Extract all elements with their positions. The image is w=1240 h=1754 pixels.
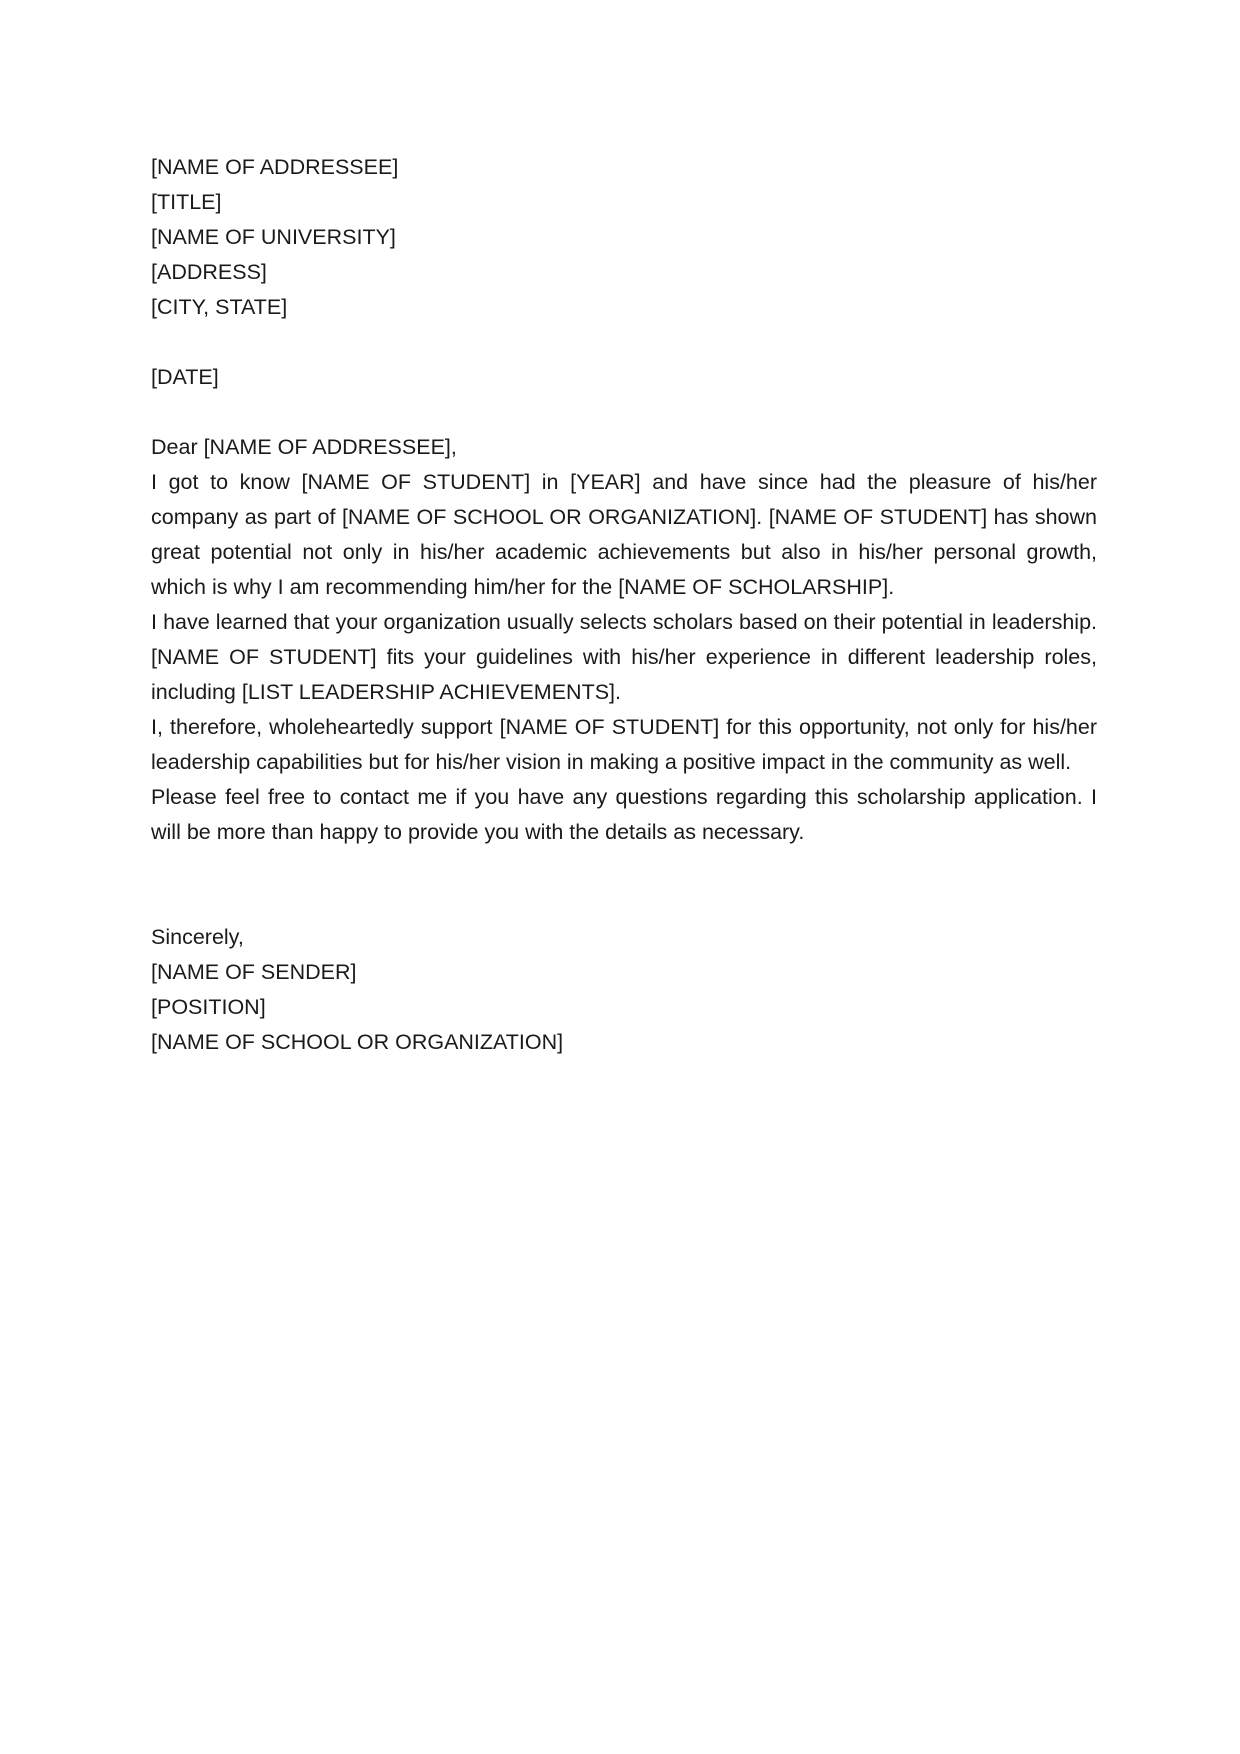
- sender-position: [POSITION]: [151, 995, 266, 1019]
- city-state: [CITY, STATE]: [151, 295, 288, 319]
- signature-block: [151, 920, 1097, 1060]
- addressee-name: [NAME OF ADDRESSEE]: [151, 155, 399, 179]
- body-paragraph-leadership: I have learned that your organization usually selects scholars based on their potential in leadership. [NAME OF STUDENT] fits your guidelines with his/her experience in different leadership roles, including [LIST LEADERSHIP ACHIEVEMENTS].: [151, 610, 1097, 704]
- sender-organization: [NAME OF SCHOOL OR ORGANIZATION]: [151, 1030, 564, 1054]
- body-paragraph-contact: Please feel free to contact me if you have any questions regarding this scholarship application. I will be more than happy to provide you with the details as necessary.: [151, 785, 1097, 844]
- letter-date: [DATE]: [151, 365, 219, 389]
- recipient-address-block: [151, 150, 1097, 325]
- body-paragraph-introduction: I got to know [NAME OF STUDENT] in [YEAR] and have since had the pleasure of his/her company as part of [NAME OF SCHOOL OR ORGANIZATION]. [NAME OF STUDENT] has shown great potential not only in his/her academic achievements but also in his/her personal growth, which is why I am recommending him/her for the [NAME OF SCHOLARSHIP].: [151, 470, 1097, 599]
- addressee-title: [TITLE]: [151, 190, 222, 214]
- street-address: [ADDRESS]: [151, 260, 267, 284]
- date-line: [151, 360, 1097, 395]
- university-name: [NAME OF UNIVERSITY]: [151, 225, 396, 249]
- salutation: Dear [NAME OF ADDRESSEE],: [151, 435, 457, 459]
- salutation-line: [151, 430, 1097, 465]
- valediction: Sincerely,: [151, 925, 244, 949]
- sender-name: [NAME OF SENDER]: [151, 960, 357, 984]
- letter-body: [151, 150, 1097, 1060]
- body-paragraph-support: I, therefore, wholeheartedly support [NAME OF STUDENT] for this opportunity, not only for his/her leadership capabilities but for his/her vision in making a positive impact in the community as well.: [151, 715, 1097, 774]
